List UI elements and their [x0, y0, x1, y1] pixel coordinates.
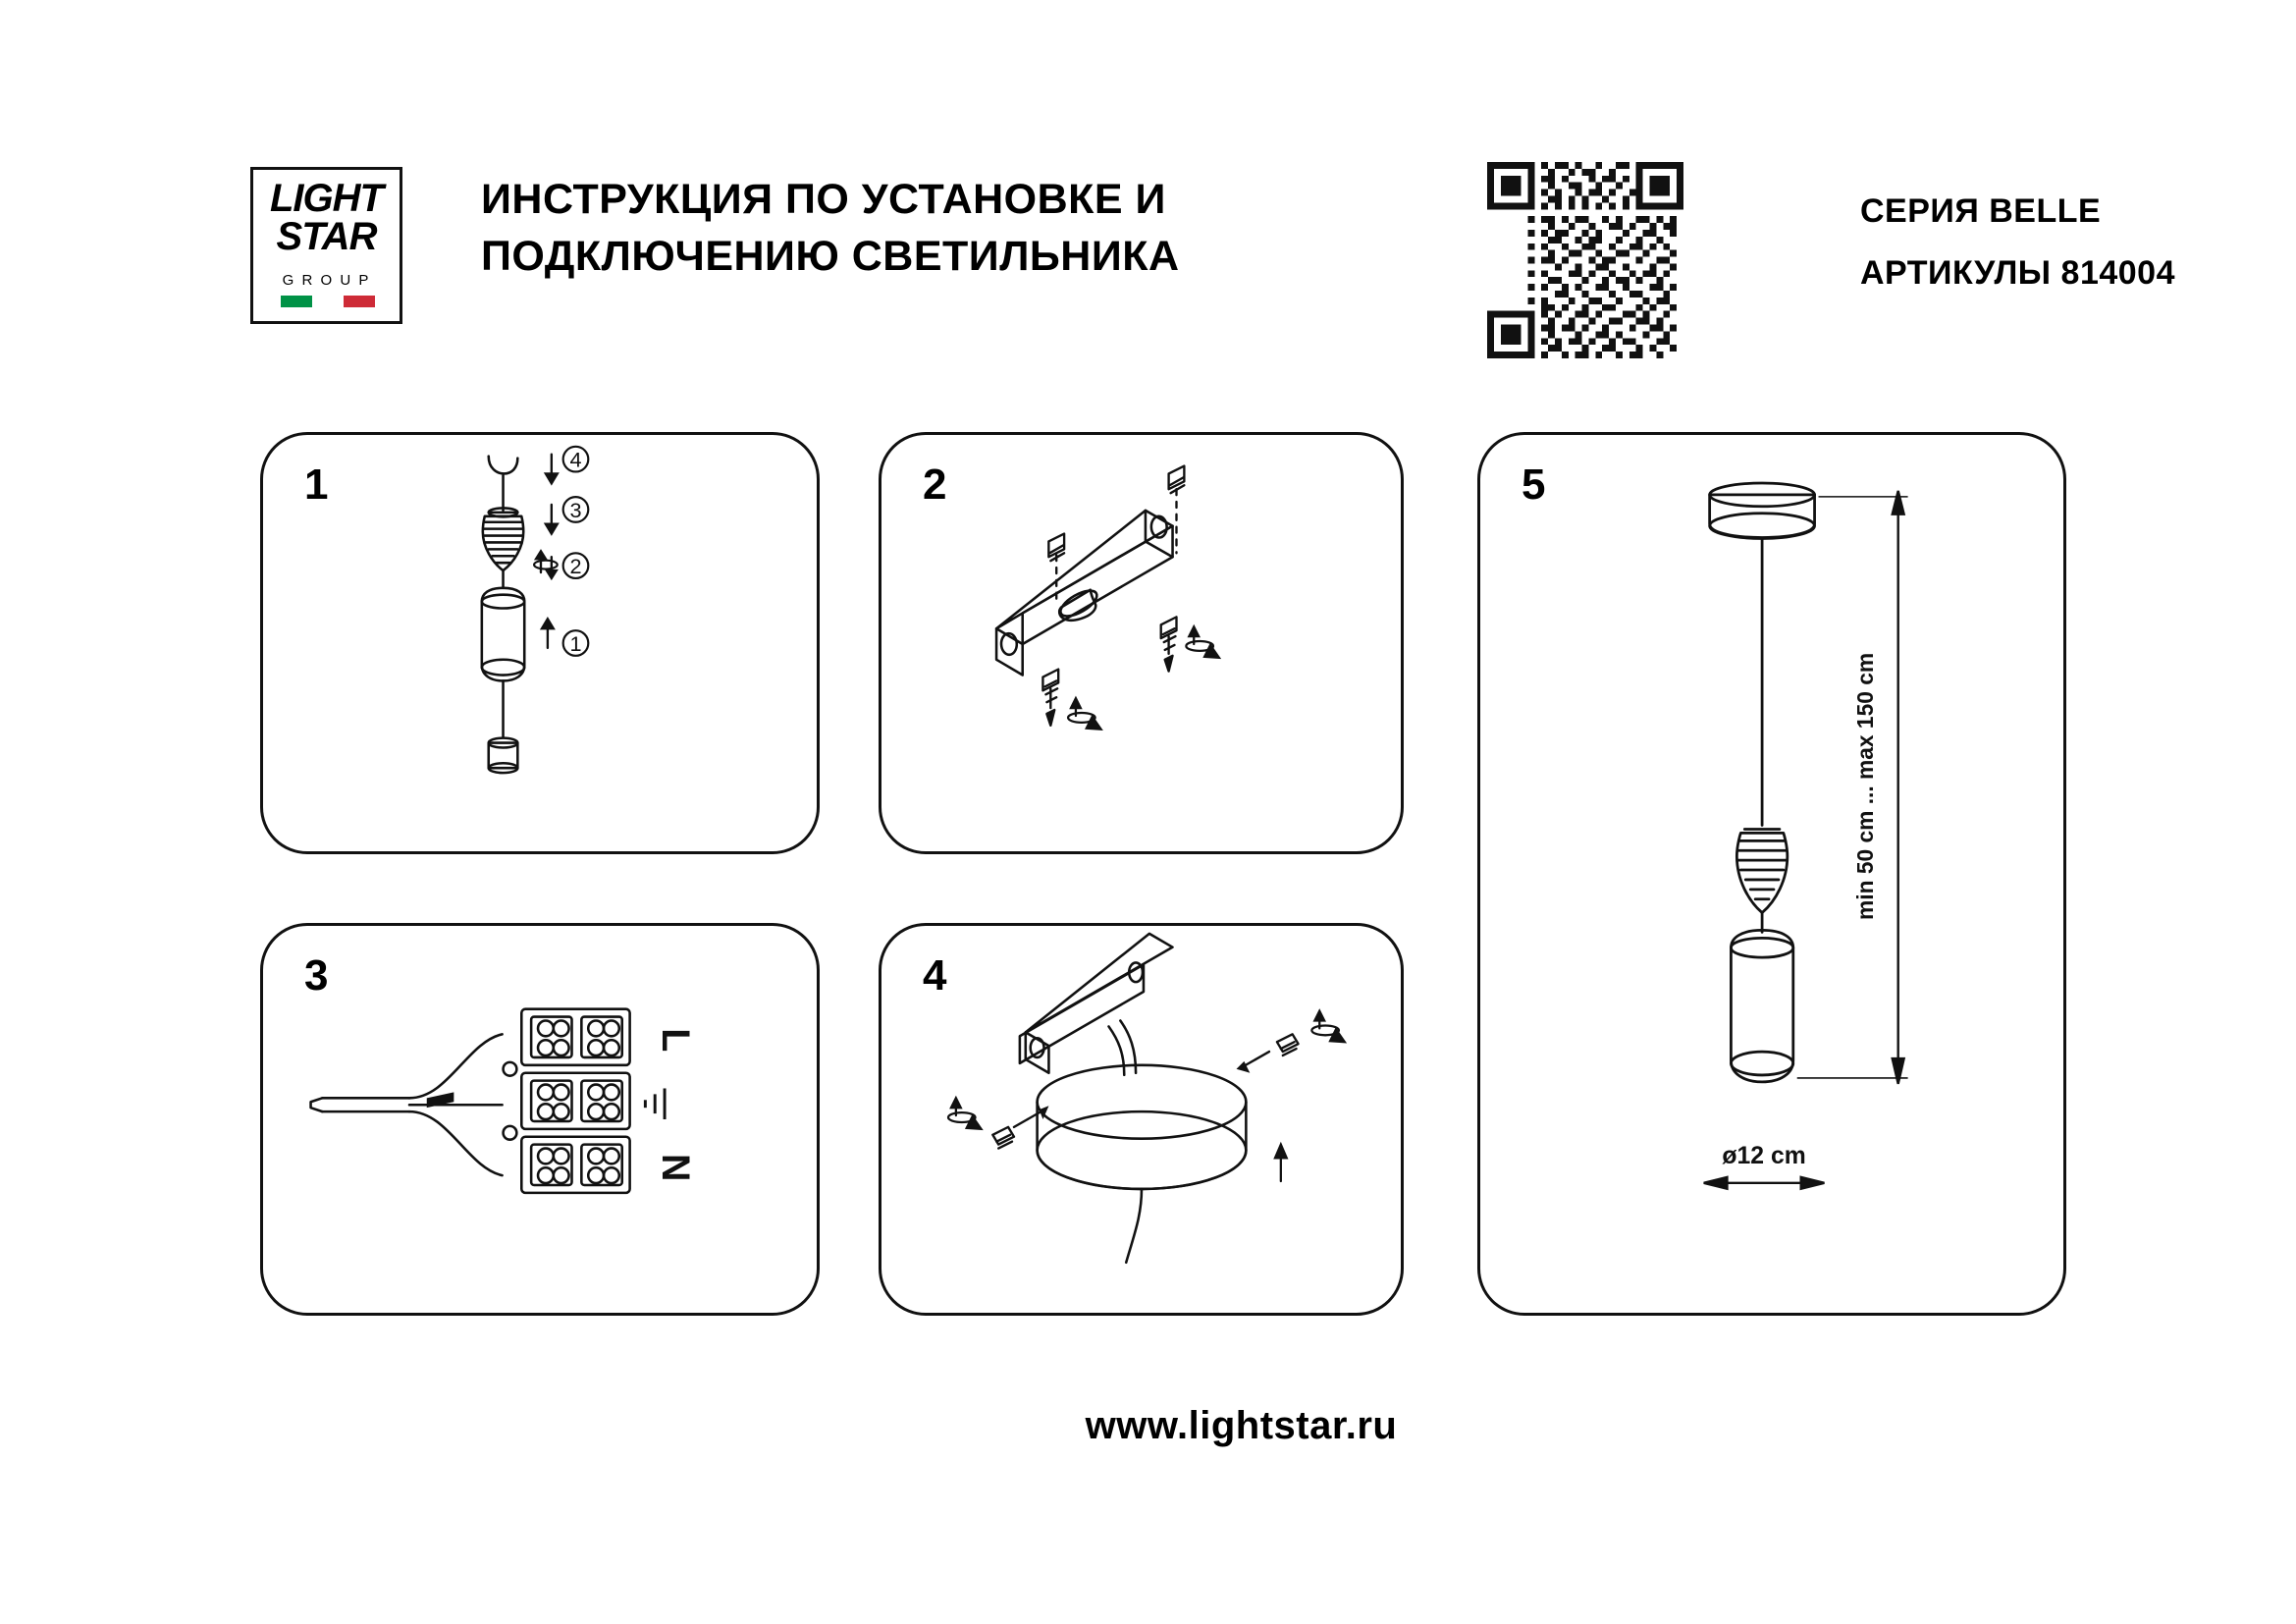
- qr-code-icon: [1487, 162, 1683, 358]
- logo-line-2: STAR: [276, 215, 377, 259]
- step-5-diagram: [1480, 435, 2063, 1313]
- svg-text:L: L: [654, 1028, 698, 1053]
- step-1-panel: [260, 432, 820, 854]
- svg-text:N: N: [654, 1154, 698, 1182]
- logo-wordmark: [253, 177, 400, 259]
- step-3-number: 3: [304, 951, 329, 1000]
- italy-flag-icon: [281, 296, 375, 307]
- step-2-panel: [879, 432, 1404, 854]
- header: [240, 157, 2175, 353]
- step-4-panel: [879, 923, 1404, 1316]
- brand-logo: [250, 167, 402, 324]
- diameter-dimension-label: ø12 cm: [1722, 1143, 1806, 1170]
- height-dimension-label: min 50 cm ... max 150 cm: [1851, 652, 1878, 920]
- step-3-panel: [260, 923, 820, 1316]
- step-1-number: 1: [304, 460, 329, 509]
- step-4-diagram: [881, 926, 1401, 1313]
- step-4-number: 4: [923, 951, 947, 1000]
- svg-text:3: 3: [569, 497, 582, 522]
- series-label: СЕРИЯ BELLE: [1860, 192, 2102, 230]
- footer: [0, 1404, 2296, 1448]
- article-label: АРТИКУЛЫ 814004: [1860, 253, 2175, 292]
- step-2-number: 2: [923, 460, 947, 509]
- svg-text:2: 2: [569, 554, 582, 579]
- step-2-diagram: [881, 435, 1401, 851]
- step-5-number: 5: [1522, 460, 1546, 509]
- logo-line-1: LIGHT: [270, 177, 383, 220]
- step-1-diagram: [263, 435, 817, 851]
- step-3-diagram: [263, 926, 817, 1313]
- svg-text:1: 1: [569, 630, 582, 656]
- svg-text:4: 4: [569, 447, 582, 472]
- page-title: ИНСТРУКЦИЯ ПО УСТАНОВКЕ И ПОДКЛЮЧЕНИЮ СВЕТИЛЬНИКА: [481, 176, 1180, 281]
- website-url: www.lightstar.ru: [1085, 1404, 1398, 1447]
- step-5-panel: [1477, 432, 2066, 1316]
- product-info: [1860, 181, 2296, 304]
- logo-group-text: G R O U P: [282, 272, 371, 289]
